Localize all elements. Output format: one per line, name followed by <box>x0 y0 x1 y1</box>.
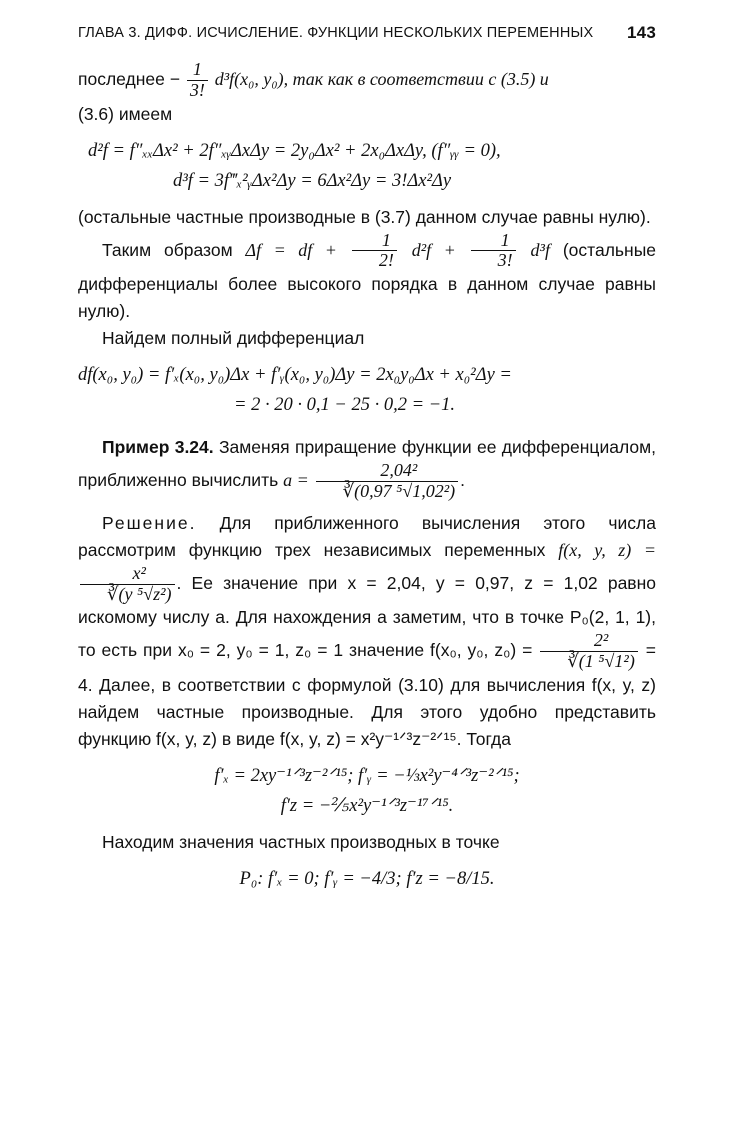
p3-math3: d³f <box>530 239 550 260</box>
function-num: x² <box>132 562 146 583</box>
solution-text-3: = 4. Далее, в соответствии с формулой (3.10) для вычисления f(x, y, z) найдем частные производные. Для этого удобно представить функцию f(x, y, z) в виде f(x, y, z) = x²y⁻¹ᐟ³z⁻²ᐟ¹⁵. Тогда <box>78 640 657 749</box>
example-3-24: Пример 3.24. Заменяя приращение функции ее дифференциалом, приближенно вычислить a = $\frac{\text{2,04²}}{\text{∛(0,97 ⁵√1,02²)}}$ . <box>78 437 656 501</box>
page-number: 143 <box>627 23 656 42</box>
p1-mid: d³f(x₀, y₀), так как в соответствии с (3.5) и <box>214 68 549 89</box>
paragraph-2: (остальные частные производные в (3.7) данном случае равны нулю). <box>78 206 651 227</box>
solution-label: Решение. <box>102 512 197 533</box>
value-den: ∛(1 ⁵√1²) <box>540 651 638 672</box>
equation-total-differential: df(x₀, y₀) = f′ₓ(x₀, y₀)Δx + f′ᵧ(x₀, y₀)Δy = 2x₀y₀Δx + x₀²Δy = <box>78 365 512 386</box>
frac-den: 3! <box>471 250 516 271</box>
fraction-one-third-factorial <box>187 60 208 101</box>
example-text: Заменяя приращение функции ее дифференциалом, приближенно вычислить <box>78 437 656 491</box>
solution-text-1: Для приближенного вычисления этого числа рассмотрим функцию трех независимых переменных <box>78 512 656 560</box>
chapter-title: ГЛАВА 3. ДИФФ. ИСЧИСЛЕНИЕ. ФУНКЦИИ НЕСКОЛЬКИХ ПЕРЕМЕННЫХ <box>78 25 594 41</box>
frac-num: 1 <box>500 229 510 250</box>
example-a: a = <box>283 470 309 491</box>
p1-end: (3.6) имеем <box>78 103 173 124</box>
equation-partials-at-point: P₀: f′ₓ = 0; f′ᵧ = −4/3; f′z = −8/15. <box>239 868 495 889</box>
page <box>78 20 656 894</box>
running-header <box>78 20 656 46</box>
equation-third-differential: d³f = 3f‴ₓ²ᵧΔx²Δy = 6Δx²Δy = 3!Δx²Δy <box>173 170 452 191</box>
example-label: Пример 3.24. <box>102 437 214 458</box>
fraction-one-three-factorial-b <box>471 231 516 272</box>
p3-math2: d²f + <box>411 239 456 260</box>
frac-num: 1 <box>192 59 202 79</box>
fraction-function <box>80 564 175 605</box>
paragraph-4: Найдем полный дифференциал <box>102 328 365 349</box>
value-num: 2² <box>593 630 609 651</box>
example-den: ∛(0,97 ⁵√1,02²) <box>316 481 459 502</box>
example-num: 2,04² <box>380 460 418 481</box>
paragraph-5: Находим значения частных производных в точке <box>102 831 500 852</box>
frac-num: 1 <box>381 229 391 250</box>
equation-partial-z: f′z = −⅖x²y⁻¹ᐟ³z⁻¹⁷ᐟ¹⁵. <box>280 795 454 816</box>
frac-den: 2! <box>352 250 397 271</box>
solution-text-2: . Ее значение при x = 2,04, y = 0,97, z = 1,02 равно искомому числу a. Для нахождения a заметим, что в точке P₀(2, 1, 1), то есть при x₀ = 2, y₀ = 1, z₀ = 1 значение f(x₀, y₀, z₀) = <box>78 572 656 661</box>
solution <box>78 510 656 753</box>
p1-start: последнее − <box>78 68 180 89</box>
p3-math: Δf = df + <box>245 239 337 260</box>
fraction-example <box>316 461 459 502</box>
paragraph-1 <box>78 60 656 128</box>
equation-total-differential-value: = 2 · 20 · 0,1 − 25 · 0,2 = −1. <box>234 395 456 416</box>
function-def: f(x, y, z) = <box>558 539 656 560</box>
equation-partials-xy: f′ₓ = 2xy⁻¹ᐟ³z⁻²ᐟ¹⁵; f′ᵧ = −⅓x²y⁻⁴ᐟ³z⁻²ᐟ¹⁵; <box>214 765 520 786</box>
frac-den: 3! <box>187 80 208 101</box>
p3-start: Таким образом <box>102 239 233 260</box>
fraction-one-two-factorial <box>352 231 397 272</box>
paragraph-3 <box>78 231 656 326</box>
equation-second-differential: d²f = f″ₓₓΔx² + 2f″ₓᵧΔxΔy = 2y₀Δx² + 2x₀ΔxΔy, (f″ᵧᵧ = 0), <box>88 140 501 161</box>
fraction-value-at-point <box>540 631 638 672</box>
p3-end: (остальные дифференциалы более высокого порядка в данном случае равны нулю). <box>78 239 657 322</box>
function-den: ∛(y ⁵√z²) <box>80 584 175 605</box>
